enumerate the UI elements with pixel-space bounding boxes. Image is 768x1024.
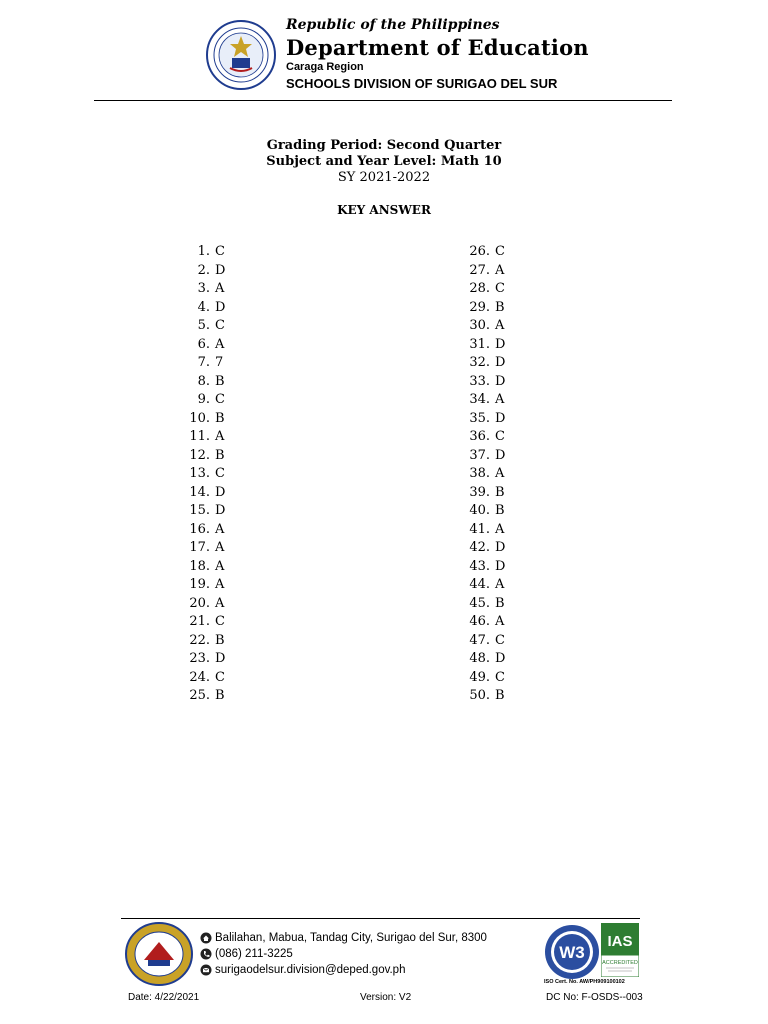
answer-item — [430, 299, 505, 318]
answer-letter: C — [495, 244, 505, 259]
answer-number: 30. — [469, 318, 490, 333]
answer-number: 26. — [469, 244, 490, 259]
answer-number: 10. — [189, 410, 210, 426]
answer-number: 48. — [469, 651, 490, 666]
answer-item — [150, 428, 225, 447]
answer-letter: D — [495, 410, 506, 426]
answer-letter: D — [215, 299, 226, 315]
answer-letter: A — [495, 614, 505, 629]
answer-item — [430, 595, 505, 614]
footer-divider — [121, 918, 640, 919]
answer-number: 29. — [469, 299, 490, 315]
answer-number: 20. — [189, 595, 210, 611]
answer-number: 4. — [197, 299, 210, 315]
answer-item — [430, 632, 505, 651]
answer-letter: D — [495, 373, 506, 389]
answer-letter: A — [495, 318, 505, 333]
email-row — [200, 962, 487, 978]
answer-item — [150, 336, 225, 355]
answer-item — [150, 484, 225, 503]
w3-certification-logo — [544, 924, 600, 980]
answer-letter: A — [215, 281, 225, 296]
answer-letter: 7 — [215, 355, 224, 370]
answer-letter: D — [215, 651, 226, 666]
answer-item — [150, 669, 225, 688]
answer-letter: A — [215, 595, 225, 611]
home-icon — [200, 932, 212, 944]
answer-item — [430, 558, 505, 577]
answer-item — [430, 391, 505, 410]
answer-item — [430, 373, 505, 392]
school-year: SY 2021-2022 — [337, 170, 431, 185]
answer-number: 15. — [189, 503, 210, 518]
answer-item — [430, 502, 505, 521]
answer-number: 45. — [469, 595, 490, 611]
answer-letter: D — [215, 262, 226, 278]
answer-item — [430, 484, 505, 503]
phone-text: (086) 211-3225 — [215, 948, 293, 960]
answer-item — [430, 428, 505, 447]
answer-item — [430, 539, 505, 558]
address-text: Balilahan, Mabua, Tandag City, Surigao del Sur, 8300 — [215, 932, 487, 944]
answer-item — [150, 280, 225, 299]
answer-item — [150, 576, 225, 595]
answer-letter: B — [495, 503, 505, 518]
address-row — [200, 930, 487, 946]
answer-number: 16. — [189, 521, 210, 537]
answer-number: 32. — [469, 355, 490, 370]
answer-number: 28. — [469, 281, 490, 296]
answer-letter: D — [215, 503, 226, 518]
ias-logo-text: IAS — [607, 933, 633, 950]
answer-item — [430, 669, 505, 688]
iso-cert-number: ISO Cert. No. AW/PH909100102 — [544, 979, 625, 985]
answer-number: 17. — [189, 540, 210, 555]
answer-item — [150, 410, 225, 429]
answers-column-left — [150, 243, 225, 706]
answer-number: 40. — [469, 503, 490, 518]
answer-item — [430, 354, 505, 373]
answers-column-right — [430, 243, 505, 706]
answer-number: 47. — [469, 632, 490, 648]
answer-number: 31. — [469, 336, 490, 352]
answer-item — [150, 687, 225, 706]
answer-number: 2. — [197, 262, 210, 278]
answer-letter: A — [215, 336, 225, 352]
answer-number: 12. — [189, 447, 210, 463]
answer-letter: A — [495, 521, 505, 537]
answer-letter: B — [495, 299, 505, 315]
answer-item — [430, 280, 505, 299]
answer-item — [150, 595, 225, 614]
answer-letter: A — [215, 521, 225, 537]
answer-item — [430, 687, 505, 706]
answer-number: 37. — [469, 447, 490, 463]
doc-control-number: DC No: F-OSDS--003 — [546, 992, 643, 1003]
header-department: Department of Education — [286, 35, 589, 60]
answer-number: 35. — [469, 410, 490, 426]
phone-row — [200, 946, 487, 962]
answer-letter: D — [495, 651, 506, 666]
answer-letter: C — [215, 614, 225, 629]
answer-item — [150, 465, 225, 484]
doc-version: Version: V2 — [360, 992, 412, 1003]
answer-number: 3. — [197, 281, 210, 296]
answer-item — [150, 650, 225, 669]
answer-letter: C — [215, 392, 225, 407]
answer-item — [430, 521, 505, 540]
answer-letter: A — [495, 262, 505, 278]
answer-letter: D — [495, 355, 506, 370]
answer-item — [150, 539, 225, 558]
answer-number: 7. — [197, 355, 210, 370]
answer-item — [150, 373, 225, 392]
answer-item — [150, 521, 225, 540]
answer-number: 25. — [189, 688, 210, 703]
answer-number: 23. — [189, 651, 210, 666]
answer-item — [150, 613, 225, 632]
answer-letter: A — [495, 466, 505, 481]
answer-letter: A — [495, 577, 505, 592]
answer-number: 1. — [197, 244, 210, 259]
answer-letter: A — [215, 558, 225, 574]
answer-number: 8. — [197, 373, 210, 389]
answer-item — [150, 391, 225, 410]
answer-item — [430, 262, 505, 281]
answer-letter: A — [215, 429, 225, 444]
answer-letter: D — [495, 558, 506, 574]
header-region: Caraga Region — [286, 61, 364, 73]
answer-number: 18. — [189, 558, 210, 574]
answer-item — [430, 465, 505, 484]
key-answer-heading: KEY ANSWER — [337, 203, 431, 217]
email-text: surigaodelsur.division@deped.gov.ph — [215, 964, 406, 976]
answer-item — [150, 354, 225, 373]
ias-accreditation-logo — [601, 923, 639, 977]
answer-number: 42. — [469, 540, 490, 555]
answer-item — [430, 576, 505, 595]
answer-item — [150, 317, 225, 336]
grading-period: Grading Period: Second Quarter — [266, 138, 502, 153]
answer-item — [150, 558, 225, 577]
answer-letter: B — [215, 688, 225, 703]
division-seal-icon — [124, 922, 194, 986]
answer-number: 50. — [469, 688, 490, 703]
answer-number: 43. — [469, 558, 490, 574]
answer-number: 13. — [189, 466, 210, 481]
subject-level: Subject and Year Level: Math 10 — [266, 154, 502, 169]
header-division: SCHOOLS DIVISION OF SURIGAO DEL SUR — [286, 76, 558, 91]
answer-number: 49. — [469, 669, 490, 685]
answer-item — [150, 502, 225, 521]
answer-item — [150, 299, 225, 318]
answer-letter: B — [215, 410, 225, 426]
answer-number: 6. — [197, 336, 210, 352]
answer-number: 24. — [189, 669, 210, 685]
answer-letter: D — [495, 336, 506, 352]
answer-item — [150, 243, 225, 262]
header-divider — [94, 100, 672, 101]
w3-logo-text: W3 — [559, 943, 585, 962]
answer-number: 44. — [469, 577, 490, 592]
ias-accredited-text: ACCREDITED — [602, 960, 638, 966]
answer-letter: C — [215, 318, 225, 333]
document-title — [0, 138, 768, 186]
answer-letter: B — [495, 484, 505, 500]
answer-letter: B — [215, 373, 225, 389]
letterhead — [0, 0, 768, 110]
answer-number: 22. — [189, 632, 210, 648]
answer-number: 46. — [469, 614, 490, 629]
answer-letter: C — [215, 244, 225, 259]
doc-date: Date: 4/22/2021 — [128, 992, 200, 1003]
answer-item — [430, 336, 505, 355]
answer-letter: C — [215, 466, 225, 481]
answer-letter: C — [215, 669, 225, 685]
contact-info — [200, 930, 487, 978]
answer-letter: B — [215, 632, 225, 648]
answer-number: 39. — [469, 484, 490, 500]
answer-letter: A — [215, 540, 225, 555]
answer-letter: C — [495, 632, 505, 648]
answer-letter: D — [215, 484, 226, 500]
answer-number: 36. — [469, 429, 490, 444]
answer-letter: A — [215, 577, 225, 592]
answer-number: 11. — [189, 429, 210, 444]
phone-icon — [200, 948, 212, 960]
answer-number: 9. — [197, 392, 210, 407]
answer-item — [150, 632, 225, 651]
answer-letter: C — [495, 281, 505, 296]
answer-letter: A — [495, 392, 505, 407]
answer-number: 38. — [469, 466, 490, 481]
answer-number: 19. — [189, 577, 210, 592]
answer-number: 41. — [469, 521, 490, 537]
answer-letter: B — [495, 595, 505, 611]
answer-letter: C — [495, 669, 505, 685]
answer-letter: D — [495, 540, 506, 555]
answer-item — [430, 447, 505, 466]
answer-item — [430, 650, 505, 669]
answer-letter: D — [495, 447, 506, 463]
answer-letter: B — [495, 688, 505, 703]
answer-item — [150, 262, 225, 281]
answer-item — [150, 447, 225, 466]
answer-letter: B — [215, 447, 225, 463]
answer-item — [430, 243, 505, 262]
answer-number: 33. — [469, 373, 490, 389]
answer-number: 34. — [469, 392, 490, 407]
mail-icon — [200, 964, 212, 976]
answer-number: 21. — [189, 614, 210, 629]
answer-item — [430, 317, 505, 336]
header-republic: Republic of the Philippines — [286, 17, 500, 33]
deped-seal-icon — [206, 20, 276, 90]
answer-number: 5. — [197, 318, 210, 333]
answer-letter: C — [495, 429, 505, 444]
answer-number: 14. — [189, 484, 210, 500]
answer-item — [430, 410, 505, 429]
answer-item — [430, 613, 505, 632]
answer-number: 27. — [469, 262, 490, 278]
